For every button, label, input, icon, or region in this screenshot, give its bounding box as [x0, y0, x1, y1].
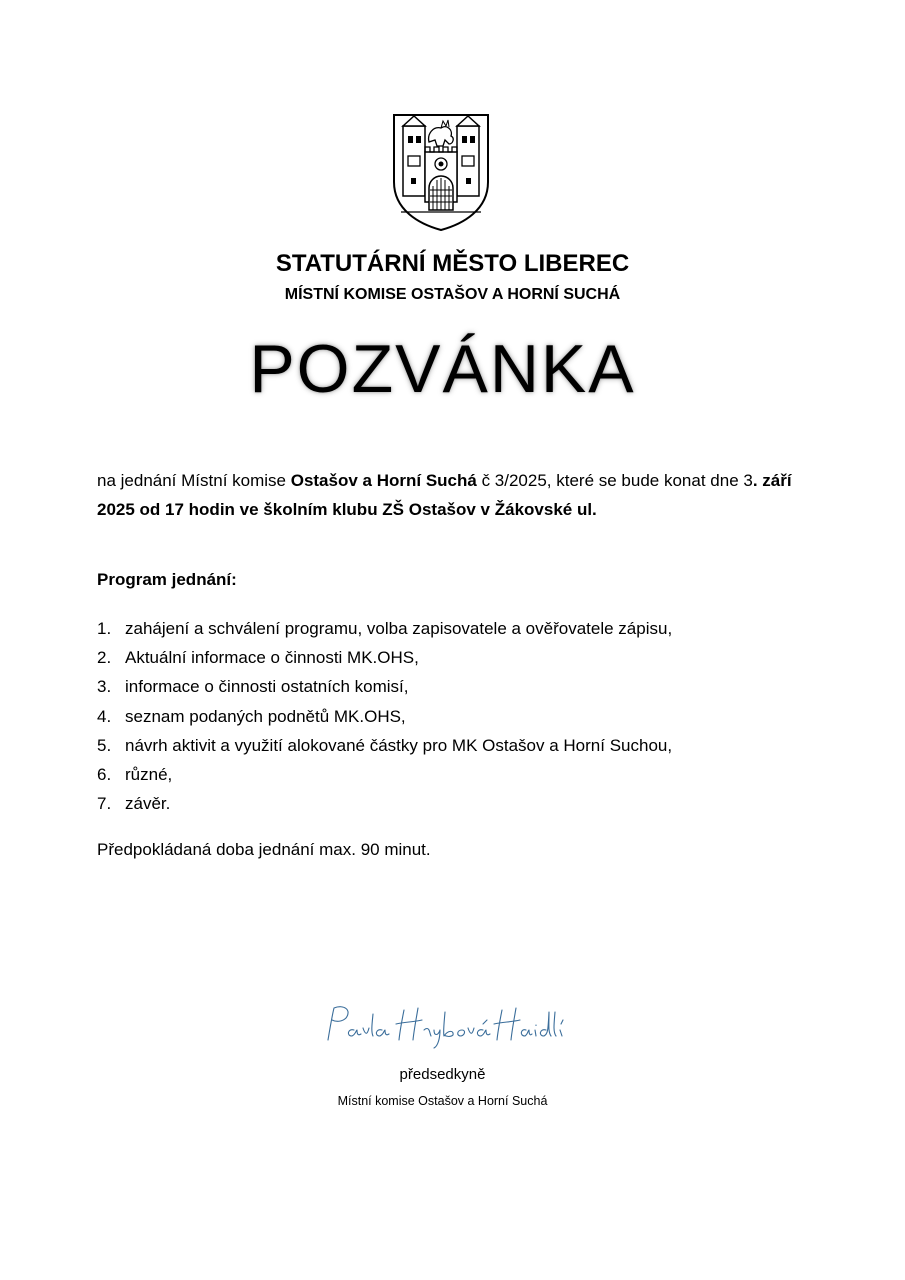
agenda-item — [97, 760, 817, 789]
intro-text-2: č 3/2025, které se bude konat dne 3 — [476, 471, 753, 490]
document-title: POZVÁNKA — [249, 331, 636, 407]
handwritten-signature — [320, 1000, 565, 1050]
agenda-item-text: návrh aktivit a využití alokované částky pro MK Ostašov a Horní Suchou, — [125, 735, 673, 755]
signatory-organization: Místní komise Ostašov a Horní Suchá — [337, 1094, 548, 1108]
agenda-list — [97, 614, 817, 818]
agenda-item — [97, 643, 817, 672]
agenda-item-number: 4. — [97, 706, 112, 726]
agenda-item-number: 3. — [97, 677, 112, 697]
agenda-item-text: seznam podaných podnětů MK.OHS, — [125, 706, 406, 726]
committee-name: MÍSTNÍ KOMISE OSTAŠOV A HORNÍ SUCHÁ — [284, 286, 621, 303]
intro-text-1: na jednání Místní komise — [97, 471, 291, 490]
agenda-item-number: 6. — [97, 764, 112, 784]
meeting-duration: Předpokládaná doba jednání max. 90 minut. — [97, 840, 431, 859]
agenda-item — [97, 702, 817, 731]
agenda-item — [97, 614, 817, 643]
program-heading: Program jednání: — [97, 570, 237, 589]
agenda-item-number: 5. — [97, 735, 112, 755]
liberec-coat-of-arms-icon — [391, 112, 491, 232]
agenda-item-text: různé, — [125, 764, 173, 784]
signatory-role: předsedkyně — [399, 1066, 486, 1083]
agenda-item-text: informace o činnosti ostatních komisí, — [125, 677, 409, 697]
intro-paragraph — [97, 466, 817, 524]
agenda-item — [97, 672, 817, 701]
agenda-item-text: Aktuální informace o činnosti MK.OHS, — [125, 648, 419, 668]
intro-committee-bold: Ostašov a Horní Suchá — [290, 471, 477, 490]
agenda-item-text: závěr. — [125, 794, 171, 814]
agenda-item-number: 1. — [97, 619, 112, 638]
agenda-item-number: 7. — [97, 794, 112, 814]
organization-name: STATUTÁRNÍ MĚSTO LIBEREC — [275, 250, 630, 277]
agenda-item-number: 2. — [97, 648, 112, 668]
agenda-item — [97, 731, 817, 760]
agenda-item — [97, 789, 817, 818]
intro-date-place-bold: . září 2025 od 17 hodin ve školním klubu ZŠ Ostašov v Žákovské ul. — [97, 471, 792, 519]
agenda-item-text: zahájení a schválení programu, volba zapisovatele a ověřovatele zápisu, — [125, 619, 673, 638]
